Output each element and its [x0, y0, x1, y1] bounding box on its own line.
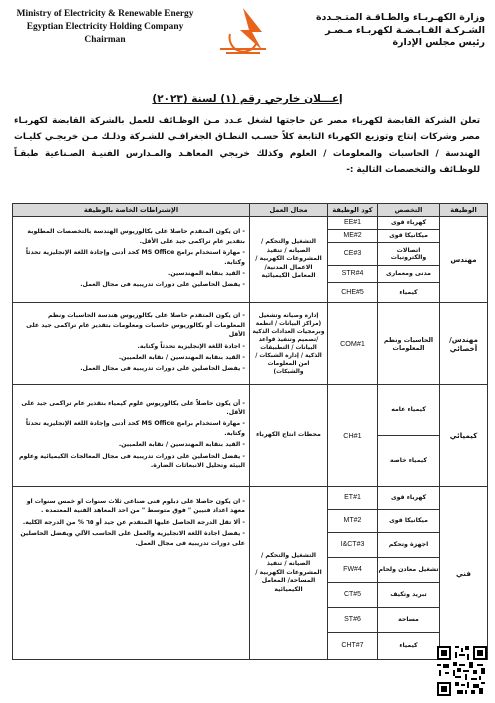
- spec-cell: [378, 217, 440, 303]
- table-row: [13, 217, 488, 303]
- announcement-intro: تعلن الشركة القابضة لكهرباء مصر عن حاجتها لشغل عـدد مـن الوظـائف للعمل بالشركة القابضة لكهربـاء مصر وشركات إنتاج وتوزيع الكهرباء التابعة كلاً حسـب النطـاق الجغرافـي للشـركة وذلـك مـن خريجـي كليـات الهندسة / الحاسبات والمعلومات / العلوم وكذلك خريجي المعاهـد والمـدارس الفنيـة الصـناعية طبقـاً للوظـائف والتخصصات التالية :-: [14, 116, 480, 176]
- announcement-title: إعـــلان خارجي رقم (١) لسنة (٢٠٢٣): [152, 93, 343, 105]
- header-spec: التخصص: [378, 204, 440, 217]
- code-cell: [328, 217, 378, 303]
- job-code: STR#4: [328, 266, 377, 283]
- eehc-lightning-logo: [212, 4, 274, 56]
- spec-item: ميكانيكا قوى: [378, 230, 439, 243]
- spec-item: كيمياء: [399, 642, 418, 650]
- work-field: إدارة وصيانه وتشغيل (مراكز البيانات / انظمة وبرمجيات العدادات الذكية /تصميم وتنفيذ قواعد البيانات / التطبيقات الذكية / إدارة الشبكات / امن المعلومات والشبكات): [250, 303, 328, 385]
- requirement-item: - ان يكون حاصلا على دبلوم فنى صناعى ثلاث سنوات او خمس سنوات او معهد اعداد فنيين " فوق متوسط " من احد المعاهد الفنية المعتمده .: [26, 498, 245, 515]
- spec-cell: [378, 385, 440, 487]
- spec-item: كيمياء: [399, 288, 418, 296]
- header-code: كود الوظيفة: [328, 204, 378, 217]
- requirement-item: - أن يكون حاصلاً على بكالوريوس علوم كيمياء بتقدير عام تراكمى جيد على الأقل.: [21, 399, 245, 416]
- table-row: [13, 487, 488, 660]
- company-name-ar: الشـركـة القـابـضـة لكهربـاء مـصـر: [325, 24, 485, 36]
- requirement-item: - ان يكون المتقدم حاصلا على بكالوريوس الهندسة بالتخصصات المطلوبة بتقدير عام تراكمى جيد على الأقل.: [27, 228, 245, 245]
- spec-item: مدنى ومعمارى: [378, 266, 439, 283]
- spec-item: مساحة: [378, 608, 439, 633]
- work-field: التشغيل والتحكم / الصيانه / تنفيذ المشروعات الكهربية / المساحة/ المعامل الكيميائية: [250, 487, 328, 660]
- ministry-name-ar: وزارة الكهـربـاء والطـاقـة المتـجـددة: [315, 12, 485, 23]
- spec-item: تشغيل معادن ولحام: [378, 558, 439, 583]
- job-code: CT#5: [328, 583, 377, 608]
- job-code: MT#2: [328, 510, 377, 533]
- job-code: COM#1: [328, 303, 378, 385]
- requirement-item: - يفضل الحاصلين على دورات تدريبية فى مجال العمل.: [80, 281, 245, 289]
- spec-item: كهرباء قوى: [378, 487, 439, 510]
- header-requirements: الإشتراطات الخاصة بالوظيفة: [13, 204, 250, 217]
- job-code: ET#1: [328, 487, 377, 510]
- job-code: I&CT#3: [328, 533, 377, 558]
- company-name-en: Egyptian Electricity Holding Company: [26, 22, 184, 32]
- header-job: الوظيفة: [440, 204, 488, 217]
- jobs-table: [12, 203, 488, 660]
- header-arabic: [310, 12, 485, 50]
- spec-item: اجهزة وتحكم: [378, 533, 439, 558]
- qr-code-icon: [437, 646, 487, 696]
- requirement-item: - مهارة استخدام برامج MS Office كحد أدنى وإجادة اللغة الإنجليزية تحدثاً وكتابة.: [25, 420, 245, 437]
- requirement-item: - القيد بنقابة المهندسين / نقابة العلميين.: [118, 353, 245, 361]
- requirements-cell: [13, 487, 250, 660]
- requirements-cell: [13, 303, 250, 385]
- requirement-item: - اجادة اللغة الإنجليزية تحدثاً وكتابة.: [137, 342, 245, 350]
- table-row: [13, 385, 488, 487]
- chairman-label-en: Chairman: [84, 35, 126, 45]
- chairman-label-ar: رئيس مجلس الإدارة: [392, 37, 485, 48]
- job-code: CHE#5: [341, 288, 364, 296]
- spec-item: تبريد وتكيف: [378, 583, 439, 608]
- requirement-item: - القيد بنقابة المهندسين.: [167, 269, 245, 277]
- job-title: فني: [440, 487, 488, 660]
- requirement-item: - يفضل الحاصلين على دورات تدريبية فى مجال العمل.: [80, 365, 245, 373]
- job-code: FW#4: [328, 558, 377, 583]
- spec-item: الحاسبات ونظم المعلومات: [378, 303, 440, 385]
- spec-cell: [378, 487, 440, 660]
- table-row: [13, 303, 488, 385]
- header-field: مجال العمل: [250, 204, 328, 217]
- spec-item: كيمياء خاصة: [390, 457, 427, 465]
- job-code: ME#2: [328, 230, 377, 243]
- ministry-name-en: Ministry of Electricity & Renewable Energy: [16, 9, 194, 19]
- requirement-item: - مهارة استخدام برامج MS Office كحد أدنى وإجادة اللغة الإنجليزية تحدثاً وكتابة.: [25, 249, 245, 266]
- job-code: CHT#7: [341, 642, 364, 650]
- requirement-item: - يفضل اجادة اللغة الانجليزية والعمل على الحاسب الآلي ويفضل الحاصلين على دورات تدريبية فى مجال العمل.: [20, 530, 245, 547]
- job-title: مهندس: [440, 217, 488, 303]
- job-code: CH#1: [328, 385, 378, 487]
- work-field: محطات انتاج الكهرباء: [250, 385, 328, 487]
- requirement-item: - يفضل الحاصلين على دورات تدريبية فى مجال المعالجات الكيميائية وعلوم البيئة وتحليل الانبعاثات الضارة.: [18, 452, 245, 470]
- table-header-row: [13, 204, 488, 217]
- job-code: EE#1: [328, 217, 377, 230]
- job-code: ST#6: [328, 608, 377, 633]
- requirement-item: - ألا تقل الدرجة الحاصل عليها المتقدم عن جيد أو ٦٥ % من الدرجة الكلية.: [22, 518, 245, 526]
- work-field: التشغيل والتحكم / الصيانه / تنفيذ المشروعات الكهربية / الاعمال المدنية/ المعامل الكيميائية: [250, 217, 328, 303]
- spec-item: ميكانيكا قوى: [378, 510, 439, 533]
- job-title: كيميائي: [440, 385, 488, 487]
- requirements-cell: [13, 217, 250, 303]
- requirement-item: - القيد بنقابة المهندسين / نقابة العلميين.: [118, 441, 245, 449]
- job-code: CE#3: [328, 243, 377, 266]
- requirements-cell: [13, 385, 250, 487]
- job-title: مهندس/ أخصائي: [440, 303, 488, 385]
- spec-item: كهرباء قوى: [378, 217, 439, 230]
- spec-item: كيمياء عامه: [378, 385, 439, 436]
- code-cell: [328, 487, 378, 660]
- spec-item: اتصالات والكترونيات: [378, 243, 439, 266]
- requirement-item: - ان يكون المتقدم حاصلا على بكالوريوس هندسة الحاسبات ونظم المعلومات أو بكالوريوس حاسبات ومعلومات بتقدير عام تراكمى جيد على الأقل: [26, 312, 245, 339]
- header-english: [10, 8, 200, 47]
